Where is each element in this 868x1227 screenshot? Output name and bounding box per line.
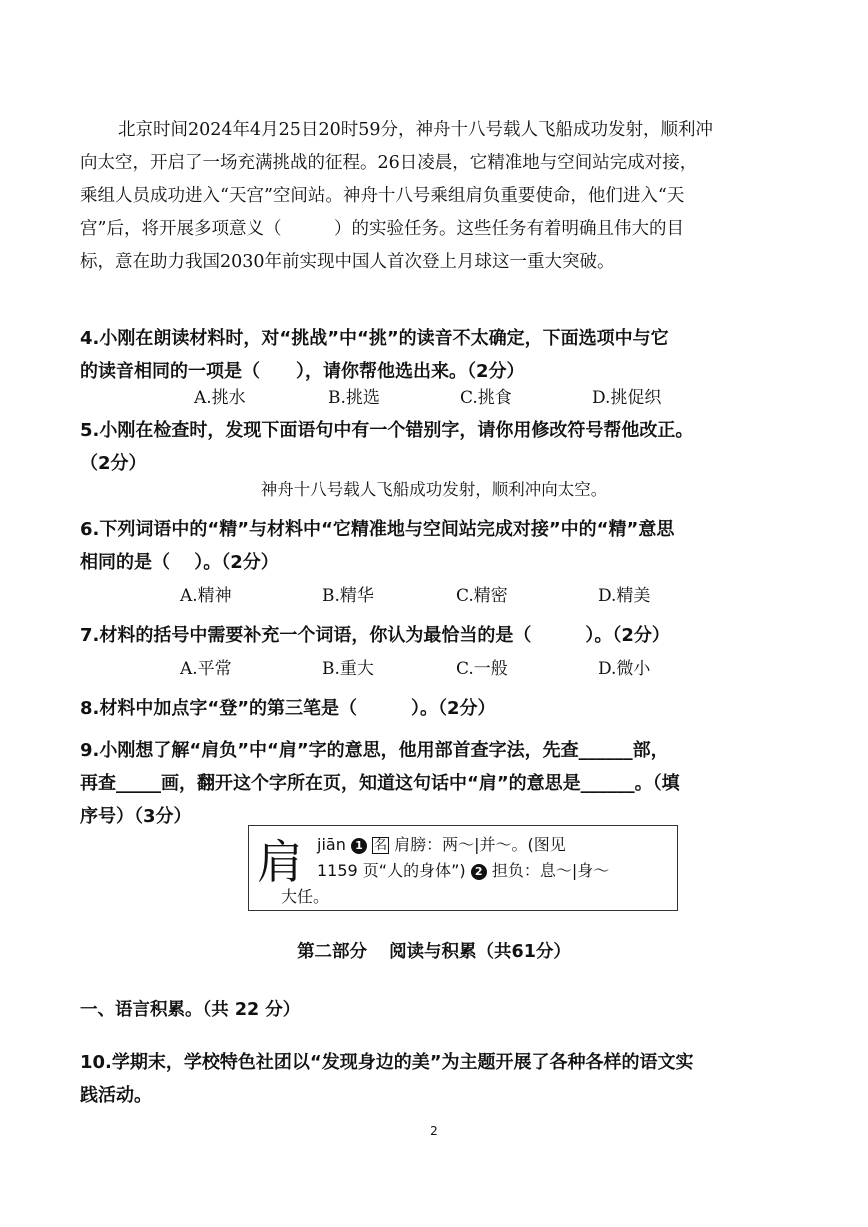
question-9 (80, 734, 792, 833)
material-line-5: 标，意在助力我国2030年前实现中国人首次登上月球这一重大突破。 (80, 252, 615, 272)
question-5 (80, 414, 792, 480)
question-4 (80, 322, 792, 388)
page-number: 2 (430, 1124, 438, 1138)
question-5-line-1: 5.小刚在检查时，发现下面语句中有一个错别字，请你用修改符号帮他改正。 (80, 420, 694, 441)
sense-2-text-continued: 大任。 (281, 887, 330, 906)
part-of-speech-label: 名 (374, 838, 388, 853)
option-c[interactable]: C.精密 (456, 586, 508, 606)
question-6-options (180, 583, 740, 609)
material-line-2: 向太空，开启了一场充满挑战的征程。26日凌晨，它精准地与空间站完成对接， (80, 153, 698, 173)
material-line-1: 北京时间2024年4月25日20时59分，神舟十八号载人飞船成功发射，顺利冲 (118, 120, 713, 140)
question-6 (80, 513, 792, 579)
question-4-line-1: 4.小刚在朗读材料时，对“挑战”中“挑”的读音不太确定，下面选项中与它 (80, 328, 669, 349)
option-b[interactable]: B.重大 (322, 659, 374, 679)
option-a[interactable]: A.精神 (180, 586, 232, 606)
sense-2-marker: 2 (471, 864, 487, 880)
option-b[interactable]: B.挑选 (328, 388, 380, 408)
subsection-title: 一、语言积累。（共 22 分） (80, 1000, 301, 1020)
question-7 (80, 619, 792, 652)
material-paragraph (80, 114, 792, 279)
question-4-options (180, 385, 740, 411)
sense-1-marker: 1 (351, 838, 367, 854)
question-7-line-1: 7.材料的括号中需要补充一个词语，你认为最恰当的是（ ）。（2分） (80, 625, 670, 646)
option-c[interactable]: C.一般 (456, 659, 508, 679)
question-5-line-2: （2分） (80, 453, 147, 474)
option-a[interactable]: A.平常 (180, 659, 232, 679)
section-title (0, 939, 868, 965)
dictionary-entry-box (248, 825, 678, 911)
question-8-line-1: 8.材料中加点字“登”的第三笔是（ ）。（2分） (80, 698, 496, 719)
option-d[interactable]: D.微小 (598, 659, 651, 679)
option-a[interactable]: A.挑水 (194, 388, 246, 408)
question-10-line-1: 10.学期末，学校特色社团以“发现身边的美”为主题开展了各种各样的语文实 (80, 1052, 694, 1073)
question-4-line-2: 的读音相同的一项是（ ），请你帮他选出来。（2分） (80, 361, 525, 382)
sense-1-text-a: 肩膀：两～|并～。(图见 (394, 835, 566, 854)
material-line-3: 乘组人员成功进入“天宫”空间站。神舟十八号乘组肩负重要使命，他们进入“天 (80, 186, 685, 206)
dictionary-pinyin: jiān (317, 835, 346, 854)
question-10-line-2: 践活动。 (80, 1085, 152, 1106)
question-9-line-3: 序号）（3分） (80, 806, 192, 827)
dictionary-character: 肩 (257, 835, 303, 889)
material-line-4: 宫”后，将开展多项意义（ ）的实验任务。这些任务有着明确且伟大的目 (80, 219, 684, 239)
dictionary-definition (317, 832, 669, 884)
sense-2-text: 担负：息～|身～ (491, 861, 610, 880)
question-9-line-2: 再查_____画，翻开这个字所在页，知道这句话中“肩”的意思是______。（填 (80, 773, 680, 794)
section-part: 第二部分 (297, 942, 368, 962)
option-d[interactable]: D.精美 (598, 586, 651, 606)
question-5-sentence: 神舟十八号载人飞船成功发射，顺利冲向太空。 (260, 480, 608, 499)
option-b[interactable]: B.精华 (322, 586, 374, 606)
option-c[interactable]: C.挑食 (460, 388, 512, 408)
option-d[interactable]: D.挑促织 (592, 388, 662, 408)
question-10 (80, 1046, 792, 1112)
section-name: 阅读与积累（共61分） (389, 942, 571, 962)
sense-1-text-b: 1159 页“人的身体”) (317, 861, 466, 880)
question-6-line-2: 相同的是（ ）。（2分） (80, 552, 279, 573)
question-9-line-1: 9.小刚想了解“肩负”中“肩”字的意思，他用部首查字法，先查______部， (80, 740, 669, 761)
question-7-options (180, 656, 740, 682)
question-6-line-1: 6.下列词语中的“精”与材料中“它精准地与空间站完成对接”中的“精”意思 (80, 519, 675, 540)
question-8 (80, 692, 792, 725)
